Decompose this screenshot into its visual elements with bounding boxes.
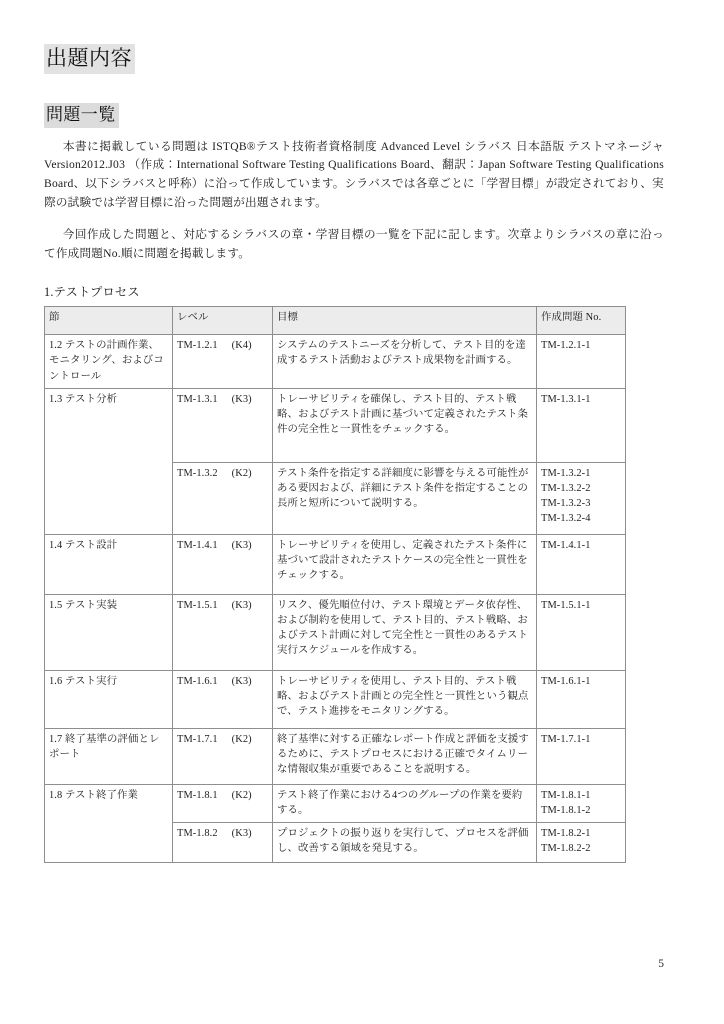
question-number: TM-1.3.2-4 <box>541 513 591 525</box>
cell-level <box>173 594 273 670</box>
question-number: TM-1.8.1-1 <box>541 789 591 801</box>
cell-goal: プロジェクトの振り返りを実行して、プロセスを評価し、改善する領域を発見する。 <box>273 823 537 863</box>
cell-level <box>173 388 273 462</box>
level-id: TM-1.4.1 <box>177 539 218 551</box>
cell-goal: テスト終了作業における4つのグループの作業を要約する。 <box>273 784 537 822</box>
section-heading: 問題一覧 <box>44 103 119 128</box>
question-number: TM-1.6.1-1 <box>541 675 591 687</box>
cell-question-numbers <box>537 462 626 534</box>
cell-level <box>173 728 273 784</box>
cell-section: 1.2 テストの計画作業、モニタリング、およびコントロール <box>45 335 173 389</box>
page-number: 5 <box>658 958 664 970</box>
page-title-wrap <box>44 44 664 74</box>
cell-section: 1.3 テスト分析 <box>45 388 173 534</box>
section-heading-wrap <box>44 103 664 128</box>
cell-question-numbers <box>537 594 626 670</box>
level-k-tag: (K3) <box>231 828 252 840</box>
level-k-tag: (K3) <box>231 539 252 551</box>
cell-level <box>173 670 273 728</box>
level-k-tag: (K2) <box>231 789 252 801</box>
cell-level <box>173 462 273 534</box>
level-k-tag: (K3) <box>231 599 252 611</box>
syllabus-table <box>44 306 626 863</box>
question-number: TM-1.3.2-3 <box>541 498 591 510</box>
table-body <box>45 335 626 863</box>
question-number: TM-1.3.2-1 <box>541 467 591 479</box>
intro-paragraph-2-text: 今回作成した問題と、対応するシラバスの章・学習目標の一覧を下記に記します。次章よりシラバスの章に沿って作成問題No.順に問題を掲載します。 <box>44 227 664 260</box>
intro-paragraph-1-text: 本書に掲載している問題は ISTQB®テスト技術者資格制度 Advanced Level シラバス 日本語版 テストマネージャ Version2012.J03 （作成：International Software Testing Qualifications Board、翻訳：Japan Software Testing Qualifications Board、以下シラバスと呼称）に沿って作成しています。シラバスでは各章ごとに「学習目標」が設定されており、実際の試験では学習目標に沿った問題が出題されます。 <box>44 139 664 209</box>
cell-level <box>173 534 273 594</box>
cell-question-numbers <box>537 784 626 822</box>
cell-level <box>173 335 273 389</box>
level-id: TM-1.8.2 <box>177 828 218 840</box>
question-number: TM-1.4.1-1 <box>541 539 591 551</box>
table-row <box>45 594 626 670</box>
level-k-tag: (K3) <box>231 393 252 405</box>
cell-section: 1.4 テスト設計 <box>45 534 173 594</box>
cell-goal: リスク、優先順位付け、テスト環境とデータ依存性、および制約を使用して、テスト目的、テスト戦略、およびテスト計画に対して完全性と一貫性のあるテスト実行スケジュールを作成する。 <box>273 594 537 670</box>
cell-level <box>173 823 273 863</box>
cell-goal: トレーサビリティを使用し、テスト目的、テスト戦略、およびテスト計画との完全性と一貫性という観点で、テスト進捗をモニタリングする。 <box>273 670 537 728</box>
question-number: TM-1.8.1-2 <box>541 804 591 816</box>
question-number: TM-1.3.1-1 <box>541 393 591 405</box>
question-number: TM-1.2.1-1 <box>541 340 591 352</box>
table-row <box>45 534 626 594</box>
level-k-tag: (K4) <box>231 340 252 352</box>
question-number: TM-1.8.2-2 <box>541 843 591 855</box>
question-number: TM-1.8.2-1 <box>541 828 591 840</box>
page-title: 出題内容 <box>44 44 135 74</box>
cell-goal: テスト条件を指定する詳細度に影響を与える可能性がある要因および、詳細にテスト条件を指定することの長所と短所について説明する。 <box>273 462 537 534</box>
level-id: TM-1.6.1 <box>177 675 218 687</box>
table-row <box>45 728 626 784</box>
level-id: TM-1.2.1 <box>177 340 218 352</box>
cell-section: 1.8 テスト終了作業 <box>45 784 173 862</box>
cell-question-numbers <box>537 670 626 728</box>
cell-goal: 終了基準に対する正確なレポート作成と評価を支援するために、テストプロセスにおける正確でタイムリーな情報収集が重要であることを説明する。 <box>273 728 537 784</box>
table-row <box>45 670 626 728</box>
cell-question-numbers <box>537 728 626 784</box>
cell-goal: トレーサビリティを確保し、テスト目的、テスト戦略、およびテスト計画に基づいて定義されたテスト条件の完全性と一貫性をチェックする。 <box>273 388 537 462</box>
cell-question-numbers <box>537 335 626 389</box>
cell-section: 1.6 テスト実行 <box>45 670 173 728</box>
cell-question-numbers <box>537 823 626 863</box>
table-header-row <box>45 307 626 335</box>
column-header-section: 節 <box>45 307 173 335</box>
level-id: TM-1.3.2 <box>177 467 218 479</box>
question-number: TM-1.7.1-1 <box>541 733 591 745</box>
column-header-level: レベル <box>173 307 273 335</box>
level-id: TM-1.3.1 <box>177 393 218 405</box>
intro-paragraph-2 <box>44 226 664 264</box>
column-header-goal: 目標 <box>273 307 537 335</box>
level-k-tag: (K2) <box>231 733 252 745</box>
cell-level <box>173 784 273 822</box>
question-number: TM-1.5.1-1 <box>541 599 591 611</box>
cell-question-numbers <box>537 534 626 594</box>
intro-paragraph-1 <box>44 138 664 213</box>
level-id: TM-1.7.1 <box>177 733 218 745</box>
cell-section: 1.5 テスト実装 <box>45 594 173 670</box>
cell-goal: トレーサビリティを使用し、定義されたテスト条件に基づいて設計されたテストケースの完全性と一貫性をチェックする。 <box>273 534 537 594</box>
table-row <box>45 335 626 389</box>
level-k-tag: (K2) <box>231 467 252 479</box>
question-number: TM-1.3.2-2 <box>541 482 591 494</box>
table-header <box>45 307 626 335</box>
column-header-number: 作成問題 No. <box>537 307 626 335</box>
cell-question-numbers <box>537 388 626 462</box>
cell-section: 1.7 終了基準の評価とレポート <box>45 728 173 784</box>
table-row <box>45 388 626 462</box>
level-id: TM-1.8.1 <box>177 789 218 801</box>
level-id: TM-1.5.1 <box>177 599 218 611</box>
cell-goal: システムのテストニーズを分析して、テスト目的を達成するテスト活動およびテスト成果物を計画する。 <box>273 335 537 389</box>
table-caption: 1.テストプロセス <box>44 285 140 300</box>
table-row <box>45 784 626 822</box>
level-k-tag: (K3) <box>231 675 252 687</box>
